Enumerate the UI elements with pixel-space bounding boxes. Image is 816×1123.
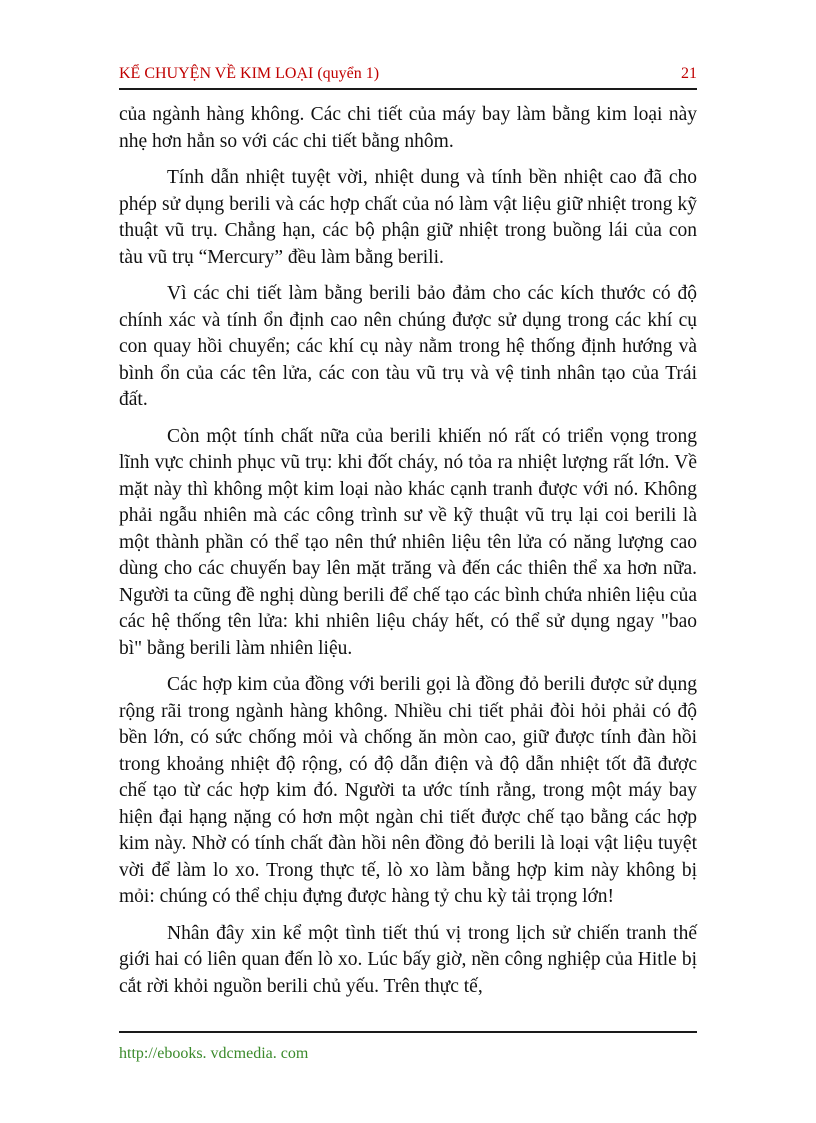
paragraph-1: của ngành hàng không. Các chi tiết của máy bay làm bằng kim loại này nhẹ hơn hẳn so với các chi tiết bằng nhôm. [119,104,697,152]
paragraph-4: Còn một tính chất nữa của berili khiến nó rất có triển vọng trong lĩnh vực chinh phục vũ trụ: khi đốt cháy, nó tỏa ra nhiệt lượng rất lớn. Về mặt này thì không một kim loại nào khác cạnh tranh được với nó. Không phải ngẫu nhiên mà các công trình sư về kỹ thuật vũ trụ lại coi berili là một thành phần có thể tạo nên thứ nhiên liệu tên lửa có năng lượng cao dùng cho các chuyến bay lên mặt trăng và đến các thiên thể xa hơn nữa. Người ta cũng đề nghị dùng berili để chế tạo các bình chứa nhiên liệu của các hệ thống tên lửa: khi nhiên liệu cháy hết, có thể sử dụng ngay "bao bì" bằng berili làm nhiên liệu. [119,425,697,659]
book-title: KỂ CHUYỆN VỀ KIM LOẠI (quyển 1) [119,65,380,82]
paragraph-5: Các hợp kim của đồng với berili gọi là đồng đỏ berili được sử dụng rộng rãi trong ngành hàng không. Nhiều chi tiết phải đòi hỏi phải có độ bền lớn, có sức chống mỏi và chống ăn mòn cao, giữ được tính đàn hồi trong khoảng nhiệt độ rộng, có độ dẫn điện và độ dẫn nhiệt tốt đã được chế tạo từ các hợp kim đó. Người ta ước tính rằng, trong một máy bay hiện đại hạng nặng có hơn một ngàn chi tiết được chế tạo bằng các hợp kim này. Nhờ có tính chất đàn hồi nên đồng đỏ berili là loại vật liệu tuyệt vời để làm lo xo. Trong thực tế, lò xo làm bằng hợp kim này không bị mỏi: chúng có thể chịu đựng được hàng tỷ chu kỳ tải trọng lớn! [119,674,697,907]
page-footer [119,1031,697,1063]
page-header [119,62,697,90]
footer-link[interactable]: http://ebooks. vdcmedia. com [119,1045,309,1062]
paragraph-2: Tính dẫn nhiệt tuyệt vời, nhiệt dung và tính bền nhiệt cao đã cho phép sử dụng berili và các hợp chất của nó làm vật liệu giữ nhiệt trong kỹ thuật vũ trụ. Chẳng hạn, các bộ phận giữ nhiệt trong buồng lái của con tàu vũ trụ “Mercury” đều làm bằng berili. [119,167,697,268]
paragraph-6: Nhân đây xin kể một tình tiết thú vị trong lịch sử chiến tranh thế giới hai có liên quan đến lò xo. Lúc bấy giờ, nền công nghiệp của Hitle bị cắt rời khỏi nguồn berili chủ yếu. Trên thực tế, [119,922,697,997]
body-text [119,102,697,1010]
paragraph-3: Vì các chi tiết làm bằng berili bảo đảm cho các kích thước có độ chính xác và tính ổn định cao nên chúng được sử dụng trong các khí cụ con quay hồi chuyển; các khí cụ này nằm trong hệ thống định hướng và bình ổn của các tên lửa, các con tàu vũ trụ và vệ tinh nhân tạo của Trái đất. [119,283,697,410]
page-number: 21 [681,65,697,82]
